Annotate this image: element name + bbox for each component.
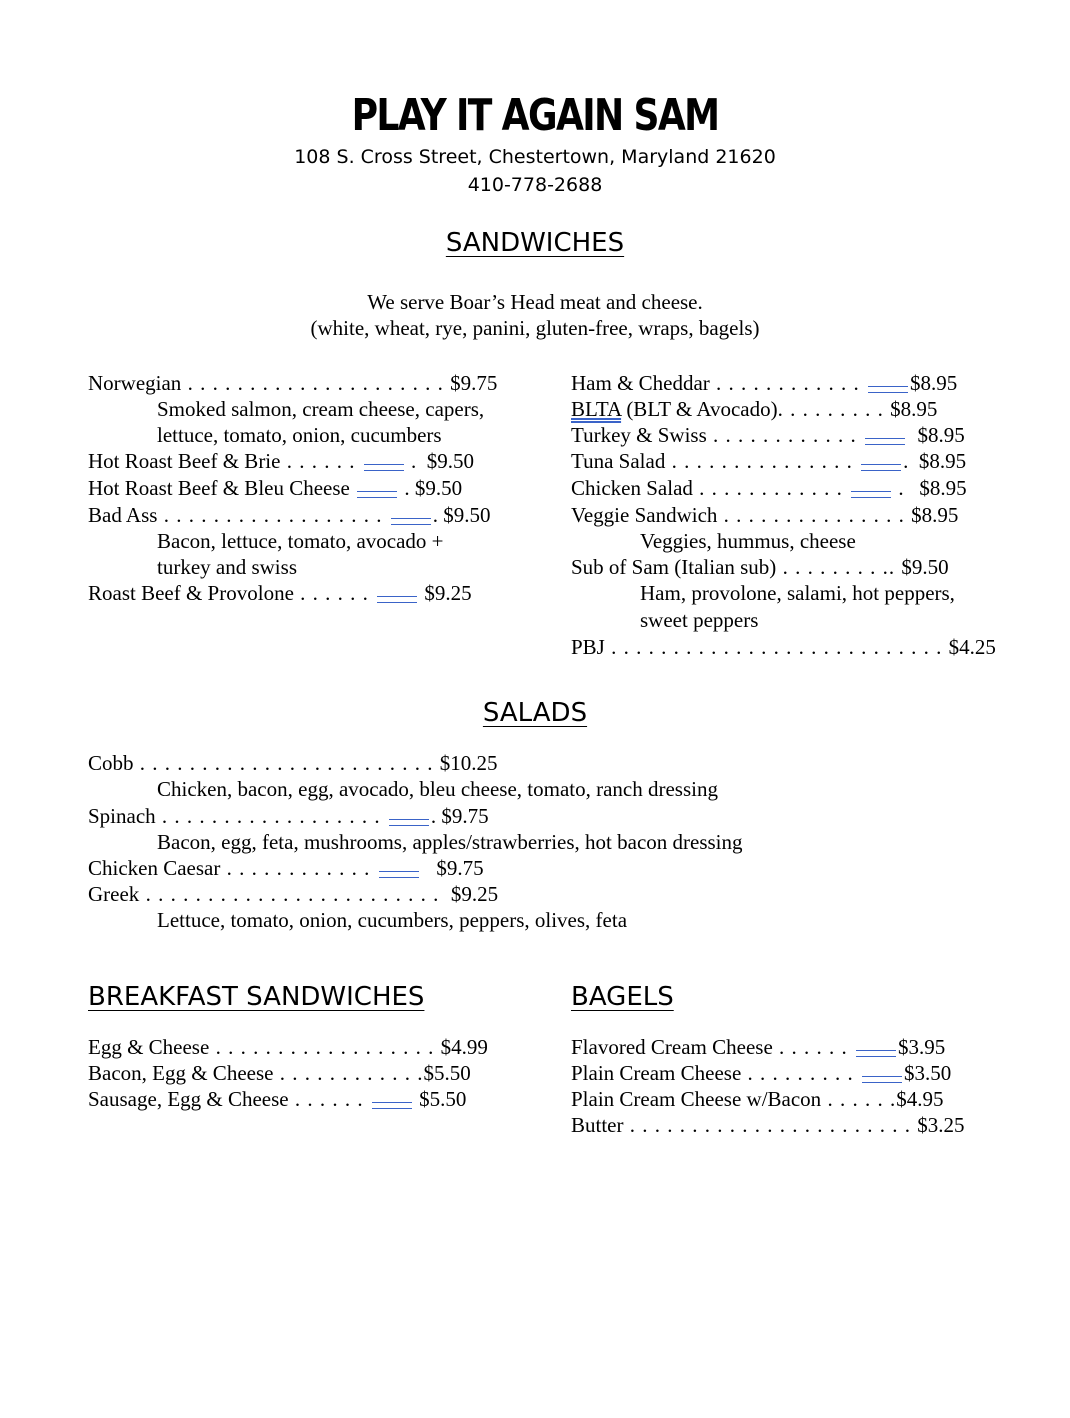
menu-item-veggie-sandwich bbox=[571, 502, 996, 528]
leader-dots: . . . . . . bbox=[280, 449, 362, 473]
leader-dots: . . . . . . . . . . . . . . . . . . . . . . . . bbox=[139, 882, 446, 906]
item-description: Ham, provolone, salami, hot peppers, bbox=[640, 581, 955, 605]
menu-item-sausage-egg-cheese bbox=[88, 1086, 488, 1112]
item-name: Chicken Salad bbox=[571, 476, 693, 500]
item-description: Lettuce, tomato, onion, cucumbers, peppers, olives, feta bbox=[157, 908, 628, 932]
leader-dots: . . . . . . . . . . . . . . . . . . . . . . . bbox=[623, 1113, 918, 1137]
breakfast-heading: BREAKFAST SANDWICHES bbox=[88, 982, 425, 1012]
item-name: Plain Cream Cheese w/Bacon bbox=[571, 1087, 822, 1111]
leader-dots: . . . . . . . . .. bbox=[776, 555, 902, 579]
revision-mark bbox=[865, 438, 905, 445]
menu-item-hot-roast-beef-bleu: Hot Roast Beef & Bleu Cheese . $9.50 bbox=[88, 476, 463, 500]
item-name: Bacon, Egg & Cheese bbox=[88, 1061, 274, 1085]
menu-item-sub-of-sam bbox=[571, 554, 996, 580]
menu-item-plain-cream-cheese-bacon bbox=[571, 1086, 965, 1112]
leader-dots: . . . . . . . . . . . . bbox=[692, 476, 850, 500]
item-price: $8.95 bbox=[911, 503, 959, 527]
item-description: Bacon, egg, feta, mushrooms, apples/strawberries, hot bacon dressing bbox=[157, 830, 743, 854]
revision-mark bbox=[389, 819, 429, 826]
leader-dots: . . . . . . . . . bbox=[741, 1061, 861, 1085]
item-description: Smoked salmon, cream cheese, capers, bbox=[157, 397, 485, 421]
leader-dots: . . . . . . . . . . . . . . . . . . bbox=[157, 503, 389, 527]
sandwiches-right-column bbox=[571, 370, 996, 660]
leader-dots: . . . . . . . . . . . . bbox=[706, 423, 864, 447]
leader-dots: . . . . . . . . . . . . . . . . . . bbox=[155, 804, 387, 828]
item-price: $4.25 bbox=[948, 635, 996, 659]
revision-mark bbox=[391, 518, 431, 525]
item-description: sweet peppers bbox=[640, 608, 759, 632]
bagels-list bbox=[571, 1034, 965, 1138]
item-name: Spinach bbox=[88, 804, 156, 828]
breakfast-list bbox=[88, 1034, 488, 1112]
item-price: $9.25 bbox=[424, 581, 472, 605]
revision-mark bbox=[379, 871, 419, 878]
item-price: $5.50 bbox=[423, 1061, 471, 1085]
item-price: $8.95 bbox=[917, 423, 965, 447]
item-price: $8.95 bbox=[910, 371, 958, 395]
leader-dots: . . . . . . . . . . . . . . . . . . . . . . . . . . . bbox=[604, 635, 949, 659]
item-price: $5.50 bbox=[419, 1087, 467, 1111]
menu-item-butter bbox=[571, 1112, 965, 1138]
menu-item-chicken-salad: Chicken Salad . . . . . . . . . . . . . $8.95 bbox=[571, 476, 967, 500]
revision-mark bbox=[851, 491, 891, 498]
item-name: Bad Ass bbox=[88, 503, 158, 527]
menu-item-ham-cheddar bbox=[571, 370, 996, 396]
menu-item-blta bbox=[571, 396, 996, 422]
menu-item-norwegian bbox=[88, 370, 497, 396]
menu-item-bad-ass: Bad Ass . . . . . . . . . . . . . . . . . . . $9.50 bbox=[88, 503, 491, 527]
menu-item-flavored-cream-cheese bbox=[571, 1034, 965, 1060]
menu-item-cobb bbox=[88, 750, 743, 776]
revision-mark bbox=[377, 596, 417, 603]
item-name: Roast Beef & Provolone bbox=[88, 581, 294, 605]
sandwiches-heading: SANDWICHES bbox=[445, 228, 625, 258]
leader-dots: . . . . . . bbox=[293, 581, 376, 605]
menu-item-roast-beef-provolone bbox=[88, 580, 497, 606]
menu-item-hot-roast-beef-brie: Hot Roast Beef & Brie . . . . . . . $9.50 bbox=[88, 449, 474, 473]
item-price: $9.75 bbox=[441, 804, 489, 828]
restaurant-title: PLAY IT AGAIN SAM bbox=[351, 90, 719, 141]
item-name: Egg & Cheese bbox=[88, 1035, 210, 1059]
item-name: Hot Roast Beef & Brie bbox=[88, 449, 281, 473]
revision-mark bbox=[868, 386, 908, 393]
item-price: $8.95 bbox=[919, 476, 967, 500]
revision-mark bbox=[862, 1076, 902, 1083]
sandwiches-note-breads: (white, wheat, rye, panini, gluten-free, wraps, bagels) bbox=[310, 316, 760, 340]
leader-dots: . . . . . . bbox=[821, 1087, 897, 1111]
leader-dots: . . . . . . . . . . . . bbox=[273, 1061, 424, 1085]
item-price: $9.50 bbox=[414, 476, 463, 500]
item-description: lettuce, tomato, onion, cucumbers bbox=[157, 423, 442, 447]
item-description: turkey and swiss bbox=[157, 555, 297, 579]
leader-dots: . . . . . . . . . . . . bbox=[220, 856, 377, 880]
bagels-heading: BAGELS bbox=[571, 982, 674, 1012]
item-price: $8.95 bbox=[890, 397, 938, 421]
sandwiches-note-meat: We serve Boar’s Head meat and cheese. bbox=[367, 290, 703, 314]
item-price: $4.95 bbox=[896, 1087, 944, 1111]
leader-dots: . . . . . . . . . . . . . . . bbox=[665, 449, 860, 473]
menu-item-bacon-egg-cheese bbox=[88, 1060, 488, 1086]
item-description: Bacon, lettuce, tomato, avocado + bbox=[157, 529, 444, 553]
item-name: Sub of Sam (Italian sub) bbox=[571, 555, 777, 579]
leader-dots: . . . . . . . . . . . . . . . . . . . . . . . . bbox=[133, 751, 440, 775]
item-price: $10.25 bbox=[439, 751, 498, 775]
item-name: Sausage, Egg & Cheese bbox=[88, 1087, 289, 1111]
item-price: $3.50 bbox=[904, 1061, 952, 1085]
menu-item-tuna-salad: Tuna Salad . . . . . . . . . . . . . . . . $8.95 bbox=[571, 449, 967, 473]
salads-heading: SALADS bbox=[482, 698, 588, 728]
leader-dots: . . . . . . . . . bbox=[777, 397, 891, 421]
leader-dots: . . . . . . . . . . . . bbox=[709, 371, 867, 395]
item-price: $9.50 bbox=[443, 503, 491, 527]
item-name: Butter bbox=[571, 1113, 624, 1137]
item-price: $8.95 bbox=[918, 449, 967, 473]
address: 108 S. Cross Street, Chestertown, Maryland 21620 bbox=[294, 146, 776, 168]
revision-mark bbox=[372, 1102, 412, 1109]
revision-mark bbox=[357, 491, 397, 498]
revision-mark bbox=[861, 464, 901, 471]
item-name: Cobb bbox=[88, 751, 134, 775]
leader-dots: . . . . . . bbox=[772, 1035, 855, 1059]
item-name: Hot Roast Beef & Bleu Cheese bbox=[88, 476, 350, 500]
item-price: $3.95 bbox=[898, 1035, 946, 1059]
menu-item-spinach: Spinach . . . . . . . . . . . . . . . . . . . $9.75 bbox=[88, 804, 489, 828]
item-price: $3.25 bbox=[917, 1113, 965, 1137]
menu-item-turkey-swiss bbox=[571, 422, 996, 448]
item-name: Chicken Caesar bbox=[88, 856, 221, 880]
item-name: PBJ bbox=[571, 635, 605, 659]
item-price: $9.25 bbox=[450, 882, 499, 906]
item-name: Tuna Salad bbox=[571, 449, 666, 473]
phone-number: 410-778-2688 bbox=[467, 174, 603, 196]
leader-dots: . . . . . . . . . . . . . . . bbox=[717, 503, 912, 527]
sandwiches-left-column bbox=[88, 370, 497, 606]
item-price: $9.75 bbox=[436, 856, 484, 880]
item-description: Veggies, hummus, cheese bbox=[640, 529, 856, 553]
item-price: $4.99 bbox=[440, 1035, 488, 1059]
item-name: Flavored Cream Cheese bbox=[571, 1035, 773, 1059]
item-name: Plain Cream Cheese bbox=[571, 1061, 742, 1085]
item-price: $9.50 bbox=[426, 449, 474, 473]
salads-list bbox=[88, 750, 743, 933]
revision-mark bbox=[364, 464, 404, 471]
item-name: Norwegian bbox=[88, 371, 182, 395]
menu-item-plain-cream-cheese bbox=[571, 1060, 965, 1086]
item-price: $9.75 bbox=[450, 371, 498, 395]
revision-mark bbox=[856, 1050, 896, 1057]
item-description: Chicken, bacon, egg, avocado, bleu cheese, tomato, ranch dressing bbox=[157, 777, 718, 801]
item-name-detail: (BLT & Avocado) bbox=[621, 397, 778, 421]
menu-item-pbj bbox=[571, 634, 996, 660]
item-name: Ham & Cheddar bbox=[571, 371, 710, 395]
menu-item-greek bbox=[88, 881, 743, 907]
item-price: $9.50 bbox=[901, 555, 949, 579]
item-name: Turkey & Swiss bbox=[571, 423, 707, 447]
leader-dots: . . . . . . . . . . . . . . . . . . . . . bbox=[181, 371, 451, 395]
menu-item-chicken-caesar bbox=[88, 855, 743, 881]
item-name: Greek bbox=[88, 882, 140, 906]
item-name: Veggie Sandwich bbox=[571, 503, 718, 527]
menu-item-egg-cheese bbox=[88, 1034, 488, 1060]
leader-dots: . . . . . . . . . . . . . . . . . . bbox=[209, 1035, 441, 1059]
leader-dots: . . . . . . bbox=[288, 1087, 370, 1111]
item-name: BLTA bbox=[571, 397, 622, 421]
